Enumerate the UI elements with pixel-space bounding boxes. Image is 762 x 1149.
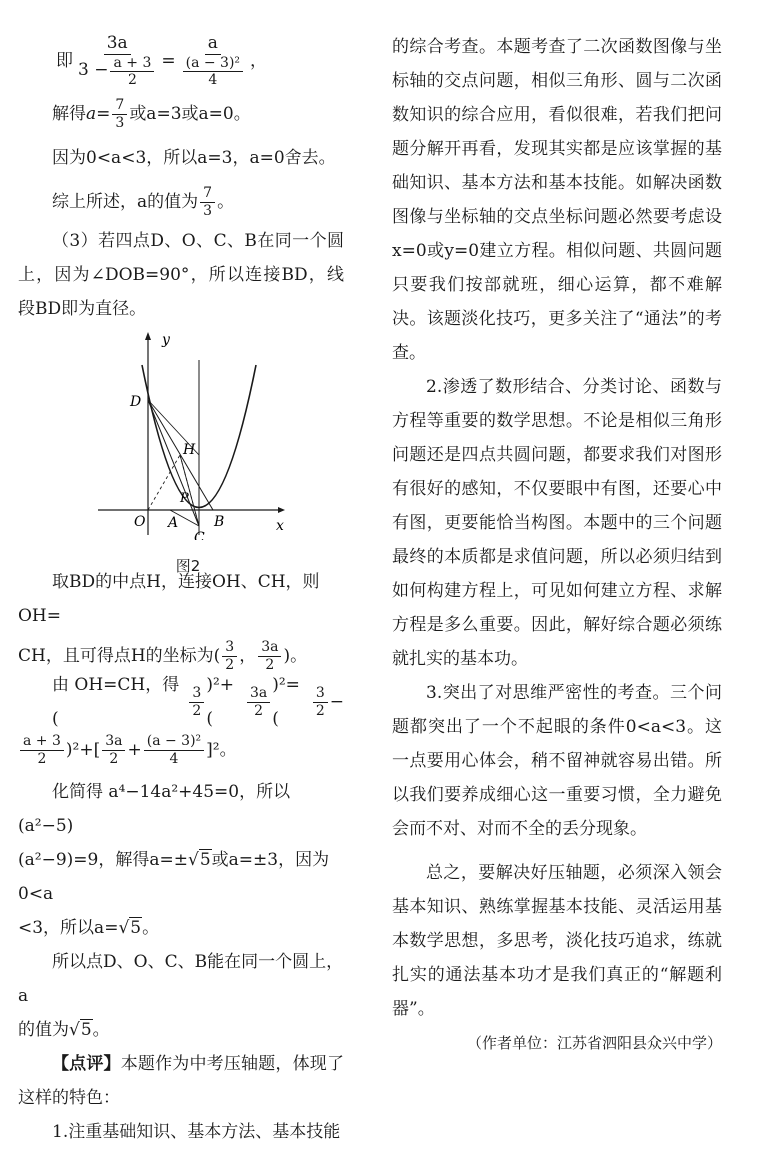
conclusion-line bbox=[18, 180, 344, 224]
eq-oh-mid-1: )²+ ( bbox=[206, 675, 235, 729]
eq-cont-frac-3-num: (a − 3)² bbox=[144, 733, 204, 750]
midpoint-sep: ， bbox=[239, 646, 257, 666]
label-o: O bbox=[134, 514, 146, 530]
eq-oh-mid-2: )²= ( bbox=[272, 675, 300, 729]
simplify-line-1: 化简得 a⁴−14a²+45=0，所以 (a²−5) bbox=[18, 782, 291, 836]
left-column bbox=[18, 30, 344, 1149]
conclusion-suffix: 。 bbox=[217, 192, 235, 212]
label-b: B bbox=[214, 514, 225, 530]
eq-cont-plus: + bbox=[127, 740, 142, 760]
eq-oh-prefix: 由 OH=CH，得 ( bbox=[52, 675, 180, 729]
eq1-left-den-fraction bbox=[110, 55, 154, 88]
midpoint-prefix: CH，且可得点H的坐标为( bbox=[18, 646, 221, 666]
label-p: P bbox=[180, 491, 189, 506]
simplify-3-prefix: <3，所以a= bbox=[18, 918, 119, 938]
eq-oh-end: − bbox=[329, 692, 344, 712]
conclusion-frac-num: 7 bbox=[200, 185, 215, 202]
eq-oh-frac-1 bbox=[189, 685, 204, 718]
final-line-2: 的值为√5。 bbox=[18, 1020, 110, 1040]
eq-oh-frac-2-den: 2 bbox=[254, 702, 264, 719]
midpoint-suffix: )。 bbox=[283, 646, 308, 666]
eq-cont-frac-1-num: a + 3 bbox=[20, 733, 64, 750]
eq1-right-den-num: (a − 3)² bbox=[183, 55, 243, 72]
sqrt-5-c: 5 bbox=[80, 1020, 92, 1040]
eq-oh-frac-2 bbox=[247, 685, 270, 718]
right-paragraph-2: 2.渗透了数形结合、分类讨论、函数与方程等重要的数学思想。不论是相似三角形问题还是四点共圆问题，都要求我们对图形有很好的感知，不仅要眼中有图，还要心中有图，更要能恰当构图。本题中的三个问题最终的本质都是求值问题，所以必须归结到如何构建方程上，可见如何建立方程、求解方程是多么重要。因此，解好综合题必须练就扎实的基本功。 bbox=[392, 377, 722, 669]
eq-cont-mid: )²+[ bbox=[65, 740, 101, 760]
eq1-prefix: 即 bbox=[56, 51, 73, 71]
author-affiliation: （作者单位：江苏省泗阳县众兴中学） bbox=[466, 1034, 722, 1052]
simplify-line-3: <3，所以a=√5。 bbox=[18, 918, 160, 938]
eq-cont-frac-1-den: 2 bbox=[37, 750, 47, 767]
label-a: A bbox=[168, 515, 179, 531]
simplify-2-prefix: (a²−9)=9，解得a=± bbox=[18, 850, 188, 870]
eq1-right-den-den: 4 bbox=[208, 71, 218, 88]
simplify-3-suffix: 。 bbox=[142, 918, 160, 938]
review-paragraph bbox=[18, 1047, 344, 1115]
eq1-left-fraction bbox=[75, 34, 159, 88]
eq-cont-frac-3-den: 4 bbox=[169, 750, 179, 767]
eq-oh-frac-2-num: 3a bbox=[247, 685, 270, 702]
eq1-equals: = bbox=[161, 51, 176, 71]
sqrt-5-a: 5 bbox=[199, 850, 211, 870]
label-c: C bbox=[194, 530, 205, 540]
eq-oh-frac-3-den: 2 bbox=[315, 702, 325, 719]
review-heading: 【点评】 bbox=[52, 1054, 121, 1074]
solution-line bbox=[18, 92, 344, 136]
eq1-left-numerator: 3a bbox=[104, 34, 131, 55]
solution-suffix: 或a=3或a=0。 bbox=[129, 104, 251, 124]
eq1-comma: ， bbox=[250, 51, 268, 71]
right-paragraph-3: 3.突出了对思维严密性的考查。三个问题都突出了一个不起眼的条件0<a<3。这一点要用心体会，稍不留神就容易出错。所以我们要养成细心这一重要习惯，全力避免会而不对、对而不全的丢分现象。 bbox=[392, 683, 722, 839]
eq-cont-frac-3 bbox=[144, 733, 204, 766]
solution-var: a bbox=[86, 104, 97, 124]
solution-frac-num: 7 bbox=[112, 97, 127, 114]
label-h: H bbox=[183, 442, 196, 458]
label-y: y bbox=[162, 332, 170, 348]
eq1-left-den-num: a + 3 bbox=[110, 55, 154, 72]
eq-oh-frac-3-num: 3 bbox=[313, 685, 328, 702]
eq-cont-frac-1 bbox=[20, 733, 64, 766]
part3-paragraph: （3）若四点D、O、C、B在同一个圆上，因为∠DOB=90°，所以连接BD，线段BD即为直径。 bbox=[18, 231, 344, 319]
midpoint-line-1: 取BD的中点H，连接OH、CH，则OH= bbox=[18, 572, 320, 626]
conclusion-fraction bbox=[200, 185, 215, 218]
eq-oh-frac-1-num: 3 bbox=[189, 685, 204, 702]
figure-caption: 图2 bbox=[175, 557, 201, 575]
solution-frac-den: 3 bbox=[115, 114, 125, 131]
solution-fraction bbox=[112, 97, 127, 130]
midpoint-frac-2-den: 2 bbox=[265, 656, 275, 673]
final-suffix: 。 bbox=[92, 1020, 110, 1040]
eq1-right-fraction bbox=[178, 34, 248, 88]
x-axis-arrow bbox=[278, 507, 285, 513]
parabola-diagram bbox=[88, 330, 288, 540]
equation-line-1 bbox=[56, 30, 344, 92]
label-d: D bbox=[130, 394, 142, 410]
right-paragraph-1: 的综合考查。本题考查了二次函数图像与坐标轴的交点问题，相似三角形、圆与二次函数知识的综合应用，看似很难，若我们把问题分解开再看，发现其实都是应该掌握的基础知识、基本方法和基本技能。如解决函数图像与坐标轴的交点坐标问题必然要考虑设x=0或y=0建立方程。相似问题、共圆问题只要我们按部就班，细心运算，都不难解决。该题淡化技巧，更多关注了“通法”的考查。 bbox=[392, 37, 722, 363]
midpoint-frac-1-num: 3 bbox=[222, 639, 237, 656]
eq-cont-frac-2-num: 3a bbox=[102, 733, 125, 750]
midpoint-frac-1-den: 2 bbox=[225, 656, 235, 673]
y-axis-arrow bbox=[145, 332, 151, 340]
conclusion-prefix: 综上所述，a的值为 bbox=[52, 192, 199, 212]
final-line-1: 所以点D、O、C、B能在同一个圆上，a bbox=[18, 952, 344, 1006]
review-item-1: 1.注重基础知识、基本方法、基本技能 bbox=[52, 1122, 341, 1142]
eq1-left-den-prefix: 3 − bbox=[78, 60, 109, 81]
eq1-left-den-den: 2 bbox=[127, 71, 137, 88]
simplify-2-suffix: 或a=±3，因为0<a bbox=[18, 850, 330, 904]
eq-oh-frac-3 bbox=[313, 685, 328, 718]
right-column bbox=[392, 30, 722, 1060]
simplify-line-2: (a²−9)=9，解得a=±√5或a=±3，因为0<a bbox=[18, 850, 330, 904]
label-x: x bbox=[276, 518, 284, 534]
eq1-right-numerator: a bbox=[205, 34, 221, 55]
eq1-right-den-fraction bbox=[183, 55, 243, 88]
eq-oh-frac-1-den: 2 bbox=[192, 702, 202, 719]
solution-eq: = bbox=[96, 104, 111, 124]
sqrt-5-b: 5 bbox=[130, 918, 142, 938]
review-text: 本题作为中考压轴题，体现了这样的特色： bbox=[18, 1054, 344, 1108]
range-line: 因为0<a<3，所以a=3，a=0舍去。 bbox=[52, 148, 336, 168]
conclusion-frac-den: 3 bbox=[203, 202, 213, 219]
eq-cont-frac-2 bbox=[102, 733, 125, 766]
final-prefix: 的值为 bbox=[18, 1020, 69, 1040]
midpoint-frac-2-num: 3a bbox=[258, 639, 281, 656]
eq-cont-frac-2-den: 2 bbox=[109, 750, 119, 767]
figure-2 bbox=[88, 330, 288, 575]
equation-oh-ch bbox=[18, 675, 344, 729]
segment-dc bbox=[148, 400, 199, 526]
right-paragraph-4: 总之，要解决好压轴题，必须深入领会基本知识、熟练掌握基本技能、灵活运用基本数学思想，多思考，淡化技巧追求，练就扎实的通法基本功才是我们真正的“解题利器”。 bbox=[392, 863, 722, 1019]
solution-prefix: 解得 bbox=[52, 104, 86, 124]
eq-cont-end: ]²。 bbox=[206, 740, 237, 760]
eq1-left-denominator bbox=[75, 55, 159, 88]
eq1-right-denominator bbox=[178, 55, 248, 88]
